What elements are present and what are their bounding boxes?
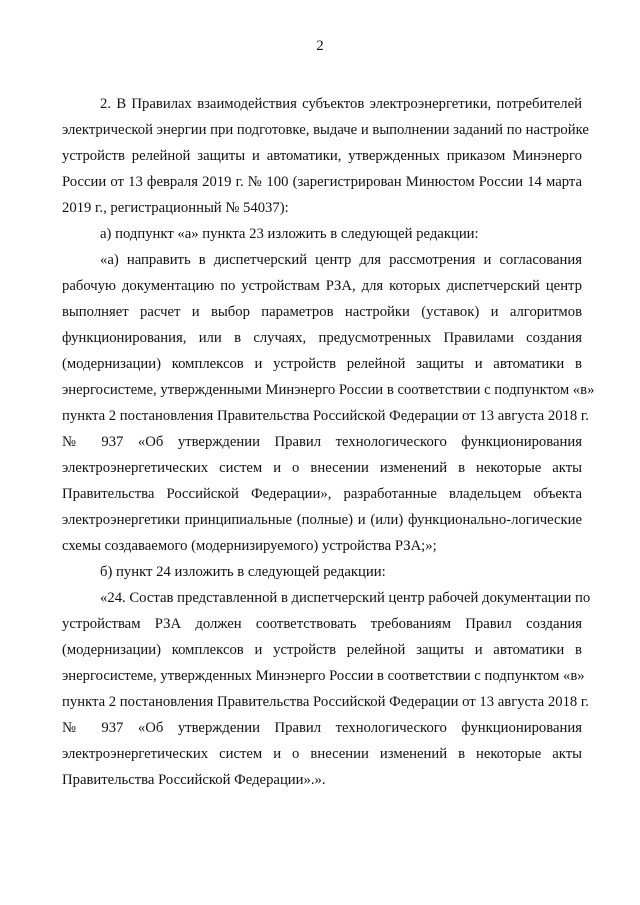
text-line: (модернизации) комплексов и устройств релейной защиты и автоматики в xyxy=(62,356,582,372)
text-line: а) подпункт «а» пункта 23 изложить в следующей редакции: xyxy=(100,226,479,242)
text-line: б) пункт 24 изложить в следующей редакции: xyxy=(100,564,386,580)
paragraph xyxy=(62,585,591,793)
text-line: электроэнергетических систем и о внесении изменений в некоторые акты xyxy=(62,746,582,762)
text-line: электроэнергетических систем и о внесении изменений в некоторые акты xyxy=(62,460,582,476)
text-line: устройств релейной защиты и автоматики, утвержденных приказом Минэнерго xyxy=(62,148,582,164)
text-line: выполняет расчет и выбор параметров настройки (уставок) и алгоритмов xyxy=(62,304,582,320)
text-line: (модернизации) комплексов и устройств релейной защиты и автоматики в xyxy=(62,642,582,658)
paragraph xyxy=(62,559,582,585)
paragraph xyxy=(62,247,595,559)
paragraph xyxy=(62,221,582,247)
text-line: пункта 2 постановления Правительства Российской Федерации от 13 августа 2018 г. xyxy=(62,694,589,710)
text-line: энергосистеме, утвержденными Минэнерго России в соответствии с подпунктом «в» xyxy=(62,382,595,398)
paragraph xyxy=(62,91,589,221)
text-line: устройствам РЗА должен соответствовать требованиям Правил создания xyxy=(62,616,582,632)
text-line: рабочую документацию по устройствам РЗА, для которых диспетчерский центр xyxy=(62,278,582,294)
document-body xyxy=(62,91,595,793)
text-line: России от 13 февраля 2019 г. № 100 (зарегистрирован Минюстом России 14 марта xyxy=(62,174,582,190)
text-line: электрической энергии при подготовке, выдаче и выполнении заданий по настройке xyxy=(62,122,589,138)
text-line: № 937 «Об утверждении Правил технологического функционирования xyxy=(62,720,582,736)
text-line: Правительства Российской Федерации».». xyxy=(62,772,326,788)
text-line: 2. В Правилах взаимодействия субъектов электроэнергетики, потребителей xyxy=(100,96,582,112)
text-line: функционирования, или в случаях, предусмотренных Правилами создания xyxy=(62,330,582,346)
text-line: № 937 «Об утверждении Правил технологического функционирования xyxy=(62,434,582,450)
text-line: 2019 г., регистрационный № 54037): xyxy=(62,200,289,216)
text-line: энергосистеме, утвержденных Минэнерго России в соответствии с подпунктом «в» xyxy=(62,668,585,684)
text-line: Правительства Российской Федерации», разработанные владельцем объекта xyxy=(62,486,582,502)
text-line: электроэнергетики принципиальные (полные) и (или) функционально-логические xyxy=(62,512,582,528)
text-line: схемы создаваемого (модернизируемого) устройства РЗА;»; xyxy=(62,538,437,554)
text-line: пункта 2 постановления Правительства Российской Федерации от 13 августа 2018 г. xyxy=(62,408,589,424)
text-line: «а) направить в диспетчерский центр для рассмотрения и согласования xyxy=(100,252,582,268)
text-line: «24. Состав представленной в диспетчерский центр рабочей документации по xyxy=(100,590,591,606)
page-number: 2 xyxy=(316,38,324,54)
